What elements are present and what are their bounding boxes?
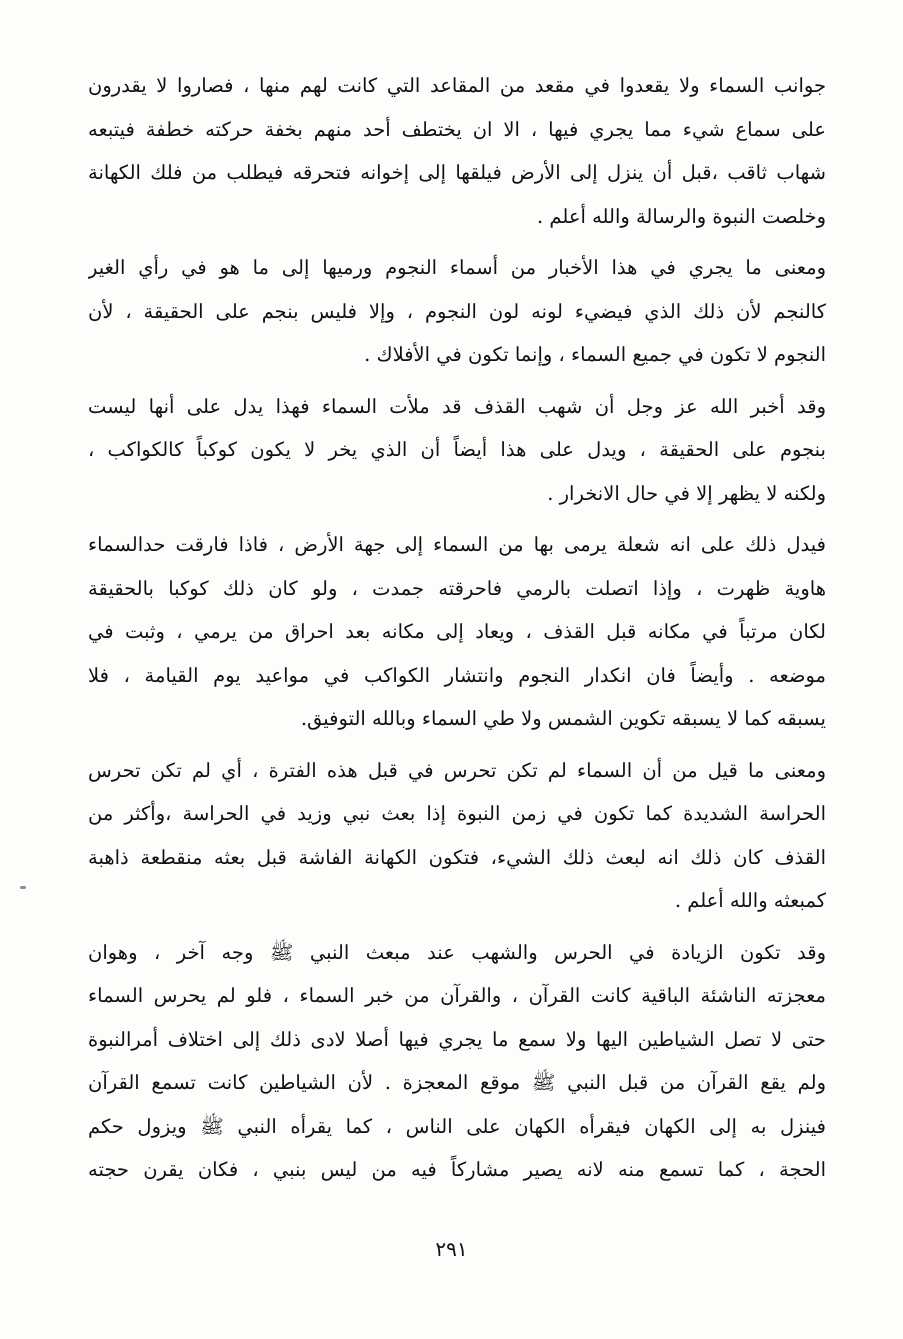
text-line: كالنجم لأن ذلك الذي فيضيء لونه لون النجوم ، وإلا فليس بنجم على الحقيقة ، لأن [88,299,826,323]
text-line: لكان مرتباً في مكانه قبل القذف ، ويعاد إلى مكانه بعد احراق من يرمي ، وثبت في [88,620,826,643]
text-line: كمبعثه والله أعلم . [674,889,826,912]
paragraph-3 [88,385,826,516]
text-line: وقد أخبر الله عز وجل أن شهب القذف قد ملأت السماء فهذا يدل على أنها ليست [88,394,826,418]
paragraph-2 [88,246,826,377]
text-line: النجوم لا تكون في جميع السماء ، وإنما تكون في الأفلاك . [364,343,826,366]
paragraph-5 [88,749,826,923]
text-line: حتى لا تصل الشياطين اليها ولا سمع ما يجري فيها أصلا لادى ذلك إلى اختلاف أمرالنبوة [88,1027,826,1051]
text-line: ومعنى ما قيل من أن السماء لم تكن تحرس في قبل هذه الفترة ، أي لم تكن تحرس [88,758,826,782]
text-line: فيدل ذلك على انه شعلة يرمى بها من السماء إلى جهة الأرض ، فاذا فارقت حدالسماء [88,533,826,556]
paragraph-6 [88,931,826,1192]
text-line: وقد تكون الزيادة في الحرس والشهب عند مبعث النبي ﷺ وجه آخر ، وهوان [88,940,826,964]
text-line: بنجوم على الحقيقة ، ويدل على هذا أيضاً أن الذي يخر لا يكون كوكباً كالكواكب ، [88,438,826,461]
text-line: هاوية ظهرت ، وإذا اتصلت بالرمي فاحرقته جمدت ، ولو كان ذلك كوكبا بالحقيقة [88,576,826,600]
text-line: الحراسة الشديدة كما تكون في زمن النبوة إذا بعث نبي وزيد في الحراسة ،وأكثر من [88,802,826,825]
margin-speck [20,886,26,889]
text-line: فينزل به إلى الكهان فيقرأه الكهان على الناس ، كما يقرأه النبي ﷺ ويزول حكم [88,1114,826,1138]
text-line: معجزته الناشئة الباقية كانت القرآن ، والقرآن من خبر السماء ، فلو لم يحرس السماء [88,984,826,1007]
text-line: الحجة ، كما تسمع منه لانه يصير مشاركاً فيه من ليس بنبي ، فكان يقرن حجته [88,1158,826,1181]
text-line: ومعنى ما يجري في هذا الأخبار من أسماء النجوم ورميها إلى ما هو في رأي الغير [88,256,826,279]
text-line: موضعه . وأيضاً فان انكدار النجوم وانتشار الكواكب في مواعيد يوم القيامة ، فلا [88,663,826,687]
text-line: القذف كان ذلك انه لبعث ذلك الشيء، فتكون الكهانة الفاشة قبل بعثه منقطعة ذاهبة [88,845,826,869]
paragraph-4 [88,523,826,741]
text-line: ولكنه لا يظهر إلا في حال الانخرار . [547,481,826,505]
text-line: جوانب السماء ولا يقعدوا في مقعد من المقاعد التي كانت لهم منها ، فصاروا لا يقدرون [88,74,826,97]
page-number: ٢٩١ [435,1237,468,1261]
paragraph-1 [88,64,826,238]
text-line: على سماع شيء مما يجري فيها ، الا ان يختطف أحد منهم بخفة حركته خطفة فيتبعه [88,117,826,141]
text-line: وخلصت النبوة والرسالة والله أعلم . [537,204,826,228]
text-line: ولم يقع القرآن من قبل النبي ﷺ موقع المعجزة . لأن الشياطين كانت تسمع القرآن [88,1071,826,1094]
text-line: يسبقه كما لا يسبقه تكوين الشمس ولا طي السماء وبالله التوفيق. [300,707,826,730]
text-line: شهاب ثاقب ،قبل أن ينزل إلى الأرض فيلقها إلى إخوانه فتحرقه فيطلب من فلك الكهانة [88,161,826,184]
page-body-text [88,64,826,1200]
